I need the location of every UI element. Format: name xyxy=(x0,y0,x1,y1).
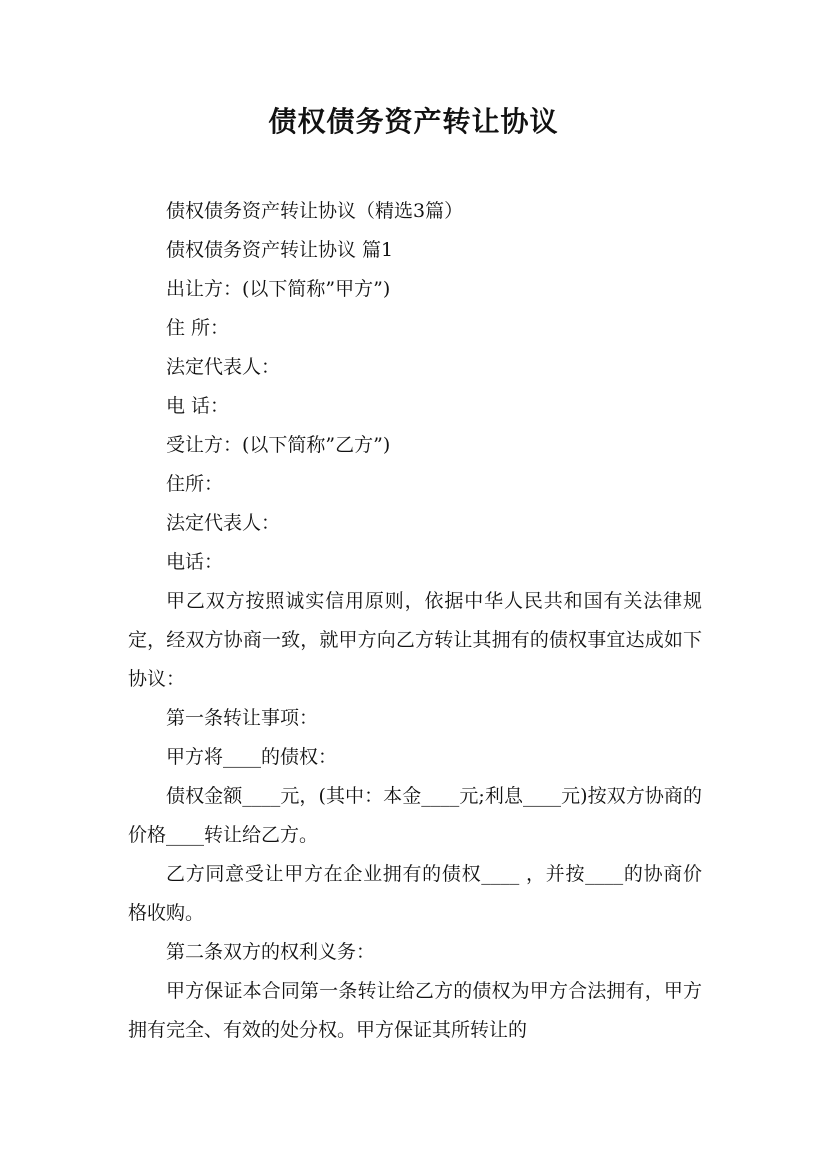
paragraph: 电话： xyxy=(166,551,224,573)
paragraph: 出让方：(以下简称”甲方”) xyxy=(166,278,391,300)
paragraph: 受让方：(以下简称”乙方”) xyxy=(166,434,391,456)
paragraph: 甲乙双方按照诚实信用原则，依据中华人民共和国有关法律规定，经双方协商一致，就甲方向乙方转让其拥有的债权事宜达成如下协议： xyxy=(128,590,702,690)
paragraph: 电 话： xyxy=(166,395,230,417)
paragraph: 住所： xyxy=(166,473,224,495)
paragraph: 债权金额____元，(其中：本金____元;利息____元)按双方协商的价格____转让给乙方。 xyxy=(128,785,702,846)
paragraph: 债权债务资产转让协议（精选3篇） xyxy=(166,200,464,222)
paragraph: 住 所： xyxy=(166,317,230,339)
paragraph: 法定代表人： xyxy=(166,512,281,534)
paragraph: 法定代表人： xyxy=(166,356,281,378)
document-body xyxy=(128,192,702,1050)
paragraph: 第一条转让事项： xyxy=(166,707,319,729)
paragraph: 第二条双方的权利义务： xyxy=(166,941,376,963)
paragraph: 乙方同意受让甲方在企业拥有的债权____ ，并按____的协商价格收购。 xyxy=(128,863,702,924)
paragraph: 甲方保证本合同第一条转让给乙方的债权为甲方合法拥有，甲方拥有完全、有效的处分权。甲方保证其所转让的 xyxy=(128,980,702,1041)
paragraph: 甲方将____的债权： xyxy=(166,746,338,768)
paragraph: 债权债务资产转让协议 篇1 xyxy=(166,239,394,261)
document-title: 债权债务资产转让协议 xyxy=(268,105,559,138)
